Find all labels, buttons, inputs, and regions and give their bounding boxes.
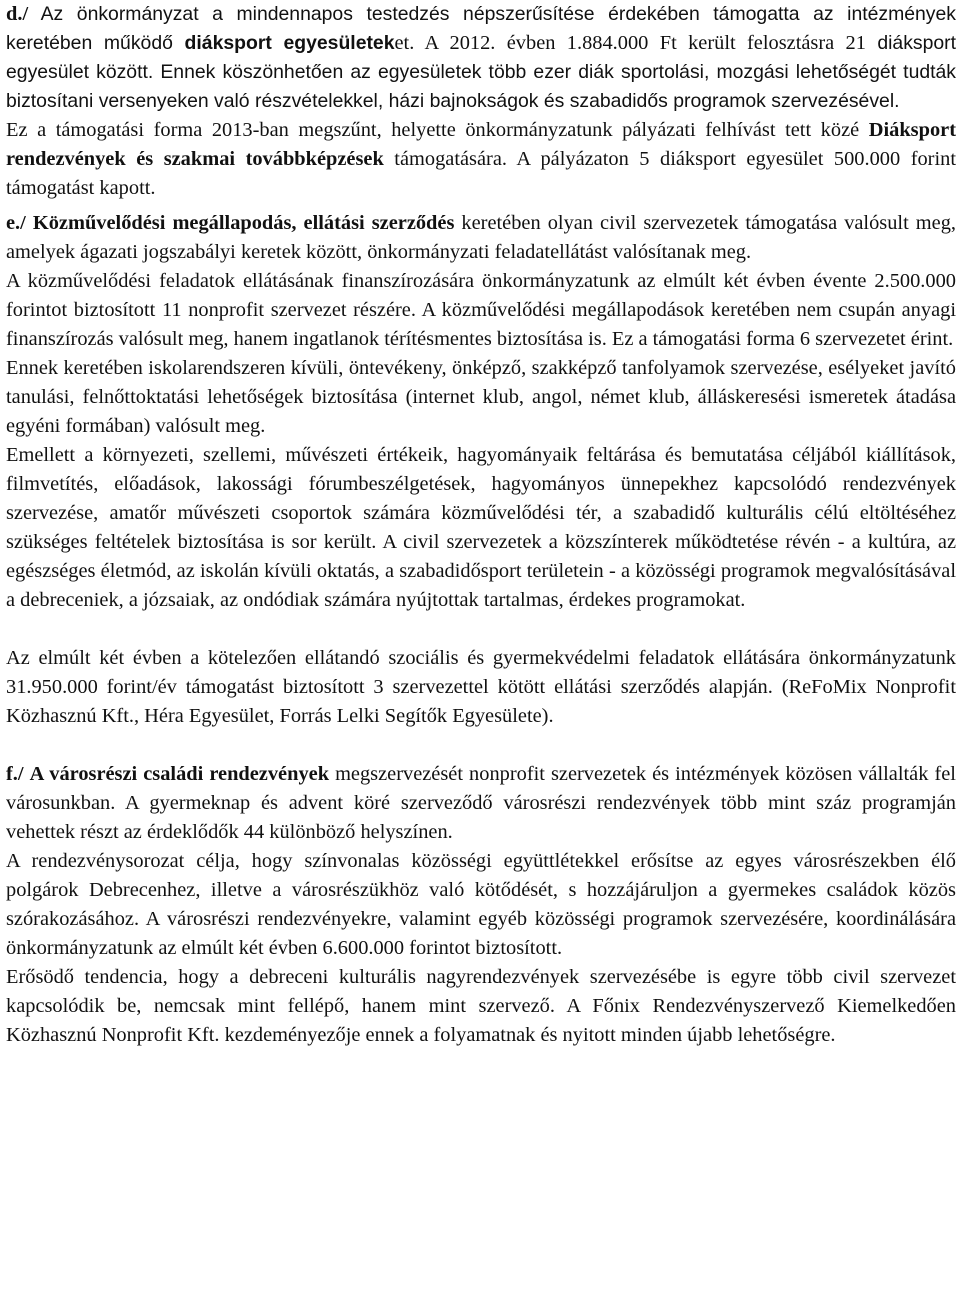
paragraph-d2-text-1: Ez a támogatási forma 2013-ban megszűnt, helyette önkormányzatunk pályázati felhívást tett közé: [6, 119, 869, 141]
paragraph-social: Az elmúlt két évben a kötelezően ellátandó szociális és gyermekvédelmi feladatok ellátására önkormányzatunk 31.950.000 forint/év támogatást biztosított 3 szervezettel kötött ellátási szerződés alapján. (ReFoMix Nonprofit Közhasznú Kft., Héra Egyesület, Forrás Lelki Segítők Egyesülete).: [6, 647, 956, 727]
paragraph-e-intro: [6, 209, 956, 267]
paragraph-d-text-2: et. A 2012. évben 1.884.000 Ft került felosztásra 21: [394, 32, 878, 54]
section-d-label: d./: [6, 3, 29, 25]
paragraph-f-intro: [6, 760, 956, 847]
spacer: [6, 615, 956, 644]
paragraph-f-trend: Erősödő tendencia, hogy a debreceni kulturális nagyrendezvények szervezésébe is egyre több civil szervezet kapcsolódik be, nemcsak mint fellépő, hanem mint szervező. A Főnix Rendezvényszervező Kiemelkedően Közhasznú Nonprofit Kft. kezdeményezője ennek a folyamatnak és nyitott minden újabb lehetőségre.: [6, 966, 956, 1046]
spacer: [6, 731, 956, 760]
paragraph-d-text-3: diáksport egyesület között. Ennek köszönhetően az egyesületek több ezer diák sportolási, mozgási lehetőségét tudták biztosítani versenyeken való részvételekkel, házi bajnokságok és szabadidős programok szervezésével.: [6, 32, 956, 112]
paragraph-f-goal: A rendezvénysorozat célja, hogy színvonalas közösségi együttlétekkel erősítse az egyes városrészekben élő polgárok Debrecenhez, illetve a városrészükhöz való kötődését, s hozzájáruljon a gyermekes családok közös szórakozásához. A városrészi rendezvényekre, valamint egyéb közösségi programok szervezésére, koordinálására önkormányzatunk az elmúlt két évben 6.600.000 forintot biztosított.: [6, 850, 956, 959]
section-e-label: e./: [6, 212, 26, 234]
document-page: [6, 0, 956, 1050]
paragraph-d-competition: [6, 116, 956, 203]
section-f-heading: A városrészi családi rendezvények: [29, 763, 330, 785]
paragraph-e-courses: Ennek keretében iskolarendszeren kívüli, öntevékeny, önképző, szakképző tanfolyamok szervezése, esélyeket javító tanulási, felnőttoktatási lehetőségek biztosítása (internet klub, angol, német klub, álláskeresési ismeretek átadása egyéni formában) valósult meg.: [6, 357, 956, 437]
paragraph-d-text-1: Az önkormányzat a mindennapos testedzés népszerűsítése érdekében támogatta az intézmények keretében működő: [6, 3, 956, 54]
paragraph-e-culture: Emellett a környezeti, szellemi, művészeti értékeik, hagyományaik feltárása és bemutatása céljából kiállítások, filmvetítés, előadások, lakossági fórumbeszélgetések, hagyományos ünnepekhez kapcsolódó rendezvények szervezése, amatőr művészeti csoportok számára közművelődési tér, a szabadidő kulturális célú eltöltéséhez szükséges feltételek biztosítása is sor került. A civil szervezetek a közszínterek működtetése révén - a kultúra, az egészséges életmód, az iskolán kívüli oktatás, a szabadidősport területein - a közösségi programok megvalósításával a debreceniek, a józsaiak, az ondódiak számára nyújtottak tartalmas, érdekes programokat.: [6, 444, 956, 611]
paragraph-d2-text-2: támogatására. A pályázaton 5 diáksport egyesület 500.000 forint támogatást kapott.: [6, 148, 956, 199]
competition-title: Diáksport rendezvények és szakmai továbbképzések: [6, 119, 956, 170]
paragraph-f-text-1: megszervezését nonprofit szervezetek és intézmények közösen vállalták fel városunkban. A gyermeknap és advent köré szerveződő városrészi rendezvények több mint száz programján vehettek részt az érdeklődők 44 különböző helyszínen.: [6, 763, 956, 843]
paragraph-e-financing: A közművelődési feladatok ellátásának finanszírozására önkormányzatunk az elmúlt két évben évente 2.500.000 forintot biztosított 11 nonprofit szervezet részére. A közművelődési megállapodások keretében nem csupán anyagi finanszírozás valósult meg, hanem ingatlanok térítésmentes biztosítása is. Ez a támogatási forma 6 szervezetet érint.: [6, 270, 956, 350]
diaksport-emphasis: diáksport egyesületek: [184, 32, 395, 54]
paragraph-e-text-1: keretében olyan civil szervezetek támogatása valósult meg, amelyek ágazati jogszabályi keretek között, önkormányzati feladatellátást valósítanak meg.: [6, 212, 956, 263]
paragraph-d-intro: [6, 0, 956, 116]
section-e-heading: Közművelődési megállapodás, ellátási szerződés: [32, 212, 455, 234]
section-f-label: f./: [6, 763, 24, 785]
